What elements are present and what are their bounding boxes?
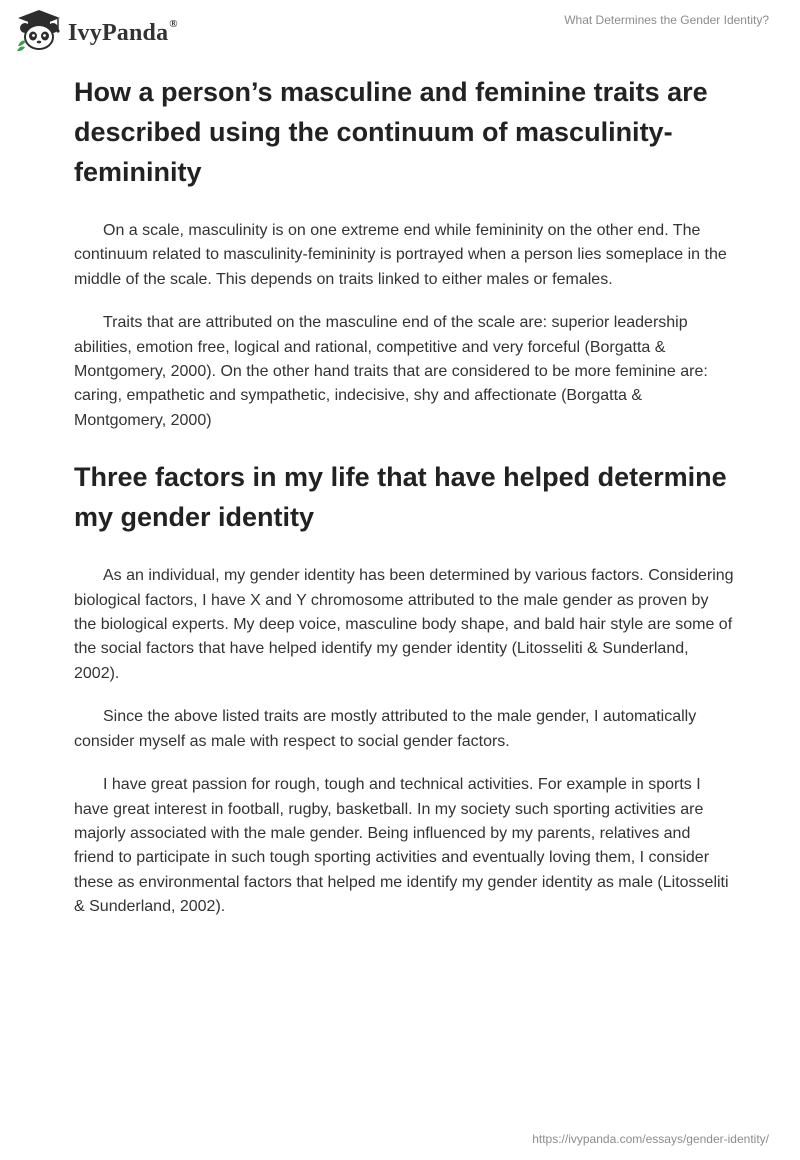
site-logo[interactable] <box>14 8 178 52</box>
panda-graduate-icon <box>14 8 64 52</box>
source-url[interactable]: https://ivypanda.com/essays/gender-identity/ <box>532 1132 769 1146</box>
logo-text: IvyPanda <box>68 20 169 46</box>
section-three-factors <box>74 457 734 919</box>
paragraph: I have great passion for rough, tough and technical activities. For example in sports I have great interest in football, rugby, basketball. In my society such sporting activities are majorly associated with the male gender. Being influenced by my parents, relatives and friend to participate in such tough sporting activities and eventually loving them, I consider these as environmental factors that helped me identify my gender identity as male (Litosseliti & Sunderland, 2002). <box>74 776 729 916</box>
section-heading: How a person’s masculine and feminine traits are described using the continuum of masculinity-femininity <box>74 77 708 187</box>
section-traits-continuum <box>74 72 734 433</box>
logo-registered-mark: ® <box>169 18 178 30</box>
paragraph: As an individual, my gender identity has been determined by various factors. Considering biological factors, I have X and Y chromosome attributed to the male gender as proven by the biological experts. My deep voice, masculine body shape, and bald hair style are some of the social factors that have helped identify my gender identity (Litosseliti & Sunderland, 2002). <box>74 567 734 682</box>
article-body <box>74 70 734 920</box>
section-heading: Three factors in my life that have helped determine my gender identity <box>74 462 727 533</box>
paragraph: Since the above listed traits are mostly attributed to the male gender, I automatically consider myself as male with respect to social gender factors. <box>74 708 697 750</box>
paragraph: On a scale, masculinity is on one extreme end while femininity on the other end. The continuum related to masculinity-femininity is portrayed when a person lies someplace in the middle of the scale. This depends on traits linked to either males or females. <box>74 222 727 288</box>
page-header <box>0 0 800 60</box>
paragraph: Traits that are attributed on the masculine end of the scale are: superior leadership abilities, emotion free, logical and rational, competitive and very forceful (Borgatta & Montgomery, 2000). On the other hand traits that are considered to be more feminine are: caring, empathetic and sympathetic, indecisive, shy and affectionate (Borgatta & Montgomery, 2000) <box>74 314 708 429</box>
document-title: What Determines the Gender Identity? <box>564 13 769 27</box>
logo-wordmark <box>68 18 178 46</box>
